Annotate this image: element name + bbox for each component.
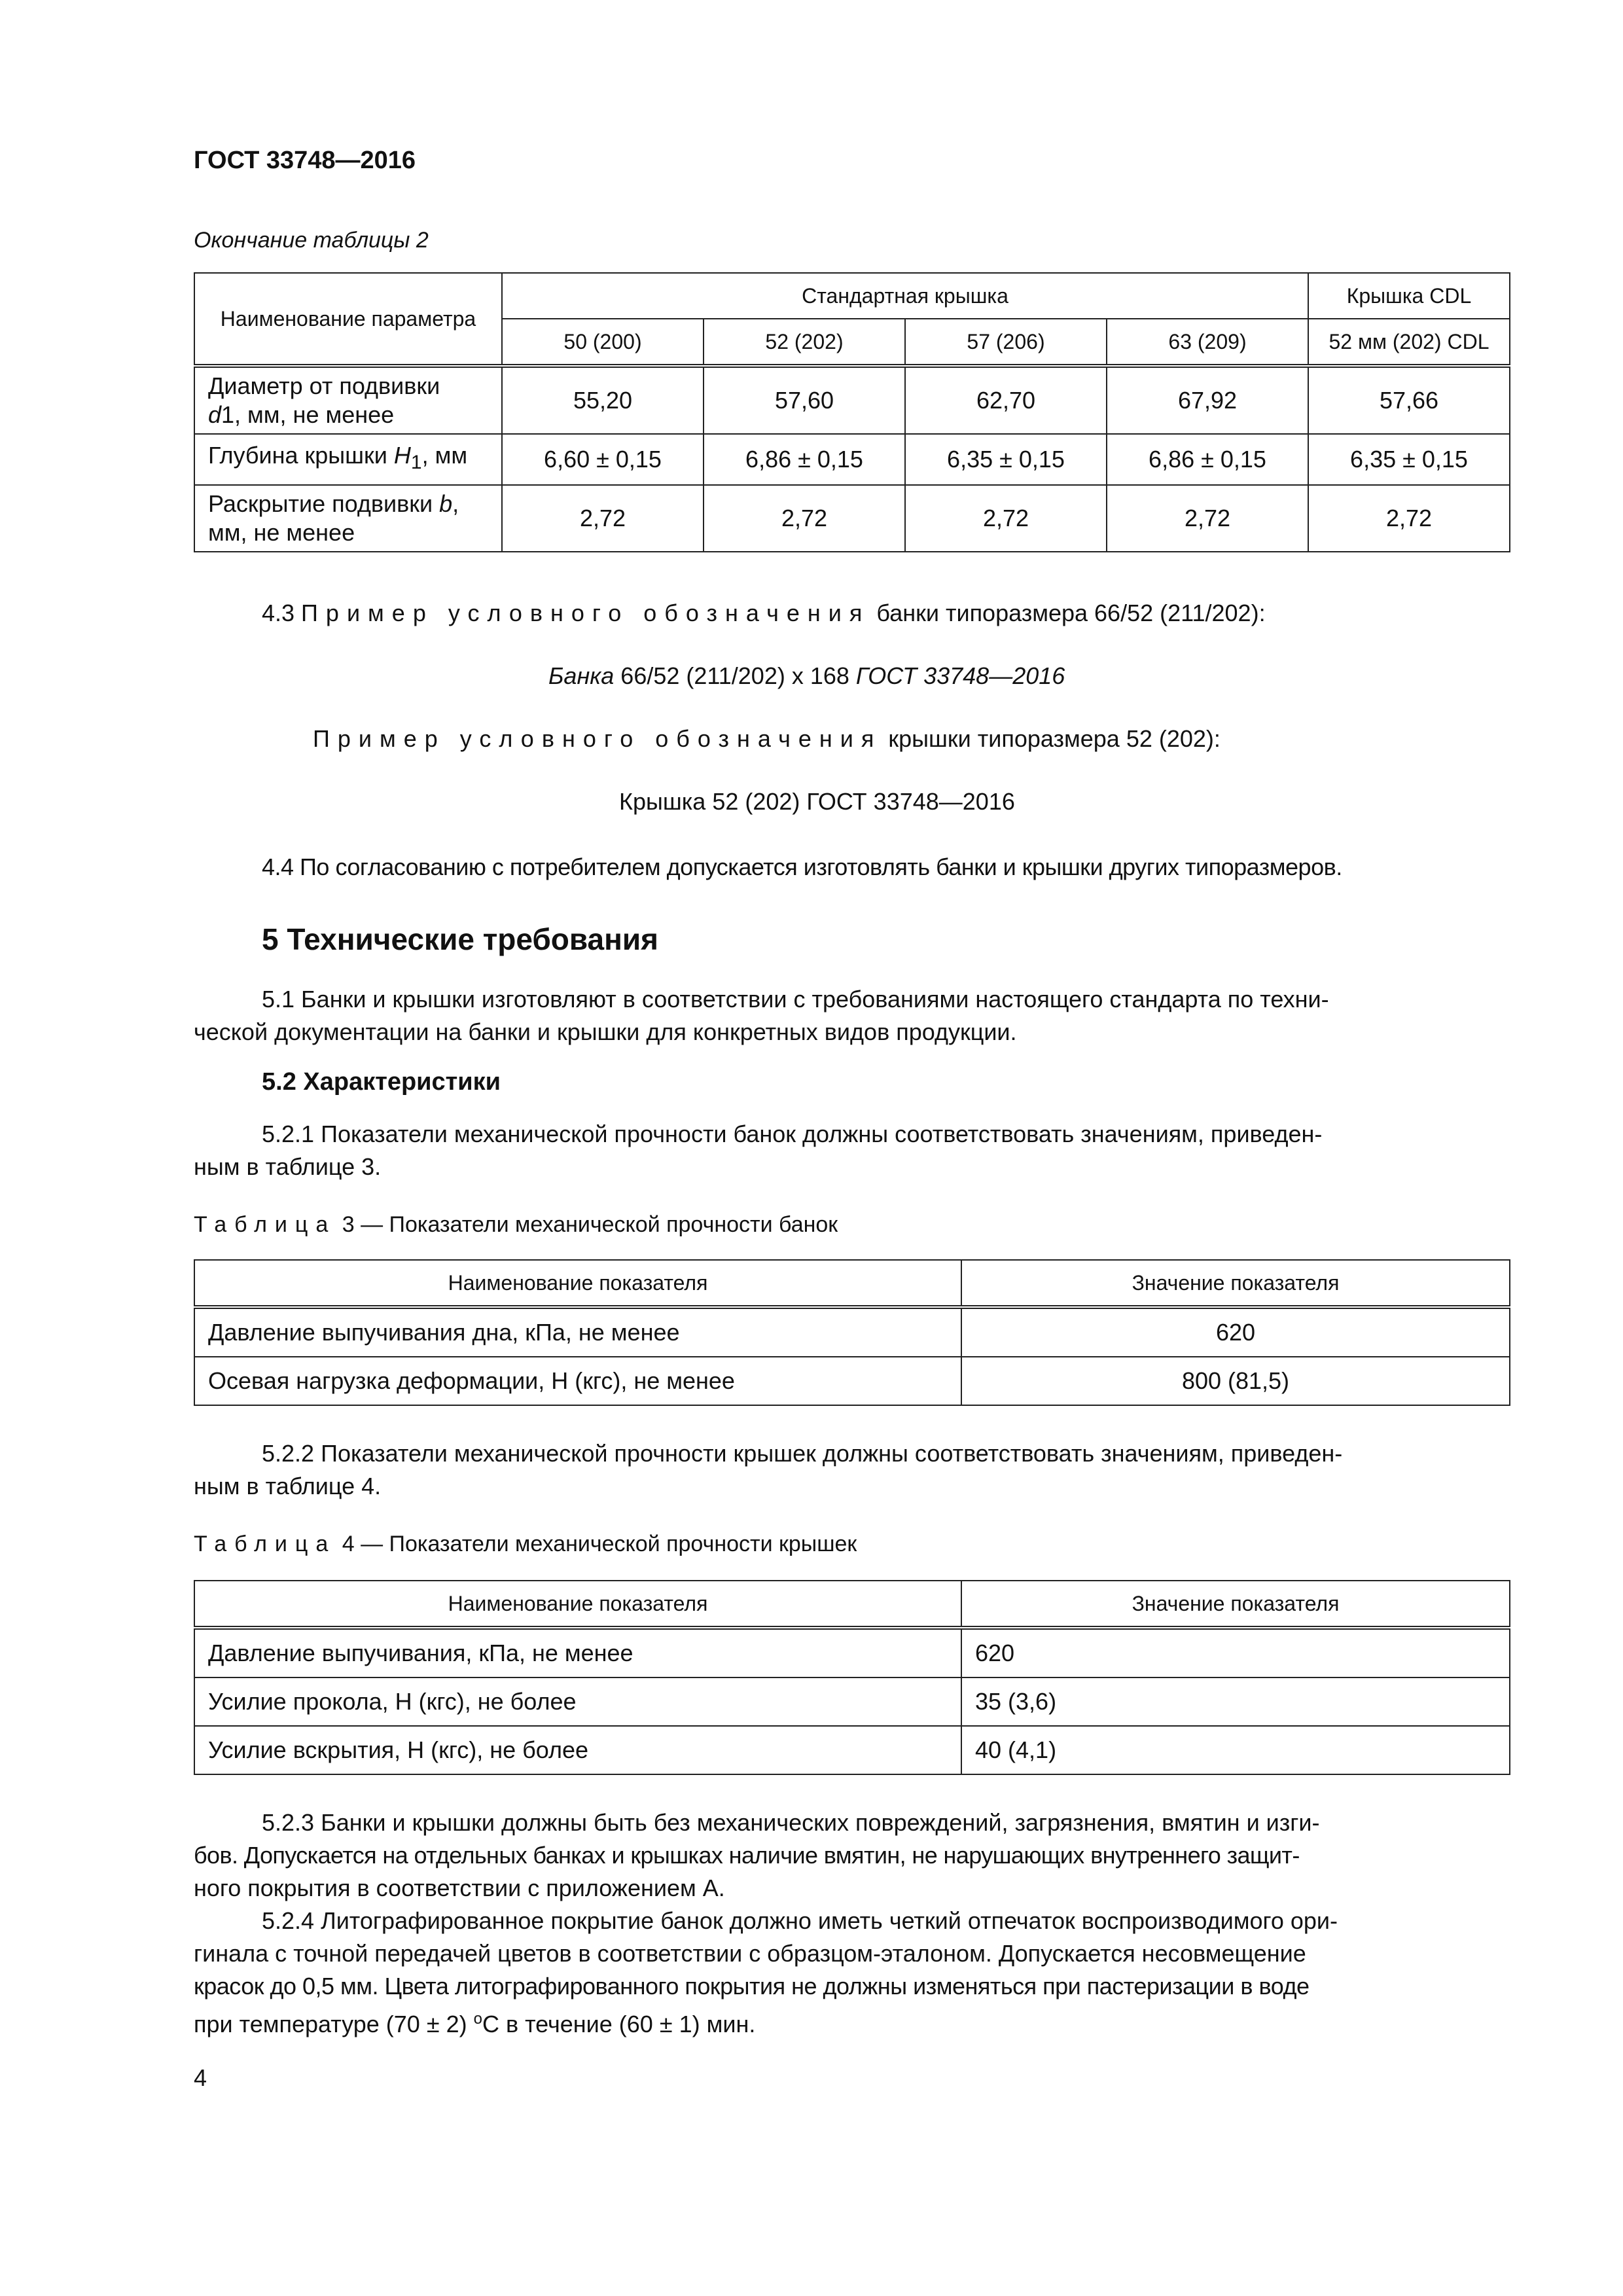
table3-value: 800 (81,5) (961, 1357, 1510, 1405)
table4-value: 620 (961, 1628, 1510, 1677)
paragraph-5-2-1: 5.2.1 Показатели механической прочности банок должны соответствовать значениям, приведен- (262, 1121, 1323, 1147)
table-row (194, 434, 1510, 485)
section-5-title: 5 Технические требования (262, 922, 658, 956)
table-row (194, 485, 1510, 552)
table2-header-row1 (194, 273, 1510, 319)
table2-row-name: Раскрытие подвивки b, мм, не менее (194, 485, 502, 552)
example-can-designation: Банка 66/52 (211/202) x 168 ГОСТ 33748—2016 (548, 662, 1065, 689)
table2-cell: 6,35 ± 0,15 (1308, 434, 1510, 485)
table4-value: 40 (4,1) (961, 1726, 1510, 1774)
table4-caption: Таблица 4 — Показатели механической прочности крышек (194, 1532, 857, 1556)
table2-size: 57 (206) (905, 319, 1107, 366)
table2-cell: 2,72 (704, 485, 905, 552)
table4-name: Усилие вскрытия, Н (кгс), не более (194, 1726, 961, 1774)
paragraph-5-1-cont: ческой документации на банки и крышки для конкретных видов продукции. (194, 1018, 1017, 1045)
table3-col-value: Значение показателя (961, 1260, 1510, 1307)
table2-cell: 62,70 (905, 366, 1107, 434)
paragraph-5-2-4-line2: гинала с точной передачей цветов в соответствии с образцом-эталоном. Допускается несовмещение (194, 1940, 1306, 1967)
table3-caption: Таблица 3 — Показатели механической прочности банок (194, 1212, 838, 1237)
table3-value: 620 (961, 1307, 1510, 1357)
table2-continuation-caption: Окончание таблицы 2 (194, 228, 429, 253)
paragraph-4-3-lid: Пример условного обозначения крышки типоразмера 52 (202): (313, 725, 1221, 752)
table2-group-standard: Стандартная крышка (502, 273, 1308, 319)
example-lid-designation: Крышка 52 (202) ГОСТ 33748—2016 (619, 788, 1015, 815)
table2-col-param: Наименование параметра (194, 273, 502, 366)
table3-name: Осевая нагрузка деформации, Н (кгс), не менее (194, 1357, 961, 1405)
table2-cell: 2,72 (1107, 485, 1308, 552)
paragraph-5-2-2: 5.2.2 Показатели механической прочности крышек должны соответствовать значениям, приведен- (262, 1440, 1343, 1467)
table2-size: 52 (202) (704, 319, 905, 366)
table4-name: Усилие прокола, Н (кгс), не более (194, 1677, 961, 1726)
table2-cell: 2,72 (905, 485, 1107, 552)
table3-name: Давление выпучивания дна, кПа, не менее (194, 1307, 961, 1357)
table-row (194, 1628, 1510, 1677)
paragraph-5-1: 5.1 Банки и крышки изготовляют в соответствии с требованиями настоящего стандарта по техни- (262, 986, 1329, 1013)
table2-cell: 57,66 (1308, 366, 1510, 434)
table2-size: 50 (200) (502, 319, 704, 366)
table2-cell: 55,20 (502, 366, 704, 434)
table2-cell: 2,72 (502, 485, 704, 552)
paragraph-5-2-4: 5.2.4 Литографированное покрытие банок должно иметь четкий отпечаток воспроизводимого ори- (262, 1907, 1338, 1934)
paragraph-4-4: 4.4 По согласованию с потребителем допускается изготовлять банки и крышки других типоразмеров. (262, 853, 1342, 880)
table4-col-value: Значение показателя (961, 1581, 1510, 1628)
paragraph-5-2-2-cont: ным в таблице 4. (194, 1473, 382, 1499)
table2-size: 63 (209) (1107, 319, 1308, 366)
table-row (194, 1357, 1510, 1405)
table4-header-row (194, 1581, 1510, 1628)
paragraph-5-2-1-cont: ным в таблице 3. (194, 1153, 382, 1180)
paragraph-5-2-4-line3: красок до 0,5 мм. Цвета литографированного покрытия не должны изменяться при пастеризации в воде (194, 1973, 1310, 2000)
table4 (194, 1580, 1510, 1775)
paragraph-5-2-3: 5.2.3 Банки и крышки должны быть без механических повреждений, загрязнения, вмятин и изги- (262, 1809, 1320, 1836)
table2-cell: 2,72 (1308, 485, 1510, 552)
table2-row-name: Диаметр от подвивки d1, мм, не менее (194, 366, 502, 434)
paragraph-5-2-3-line2: бов. Допускается на отдельных банках и крышках наличие вмятин, не нарушающих внутреннего защит- (194, 1842, 1300, 1869)
page-number: 4 (194, 2064, 207, 2091)
paragraph-5-2-3-line3: ного покрытия в соответствии с приложением А. (194, 1874, 725, 1901)
table2-cell: 6,86 ± 0,15 (704, 434, 905, 485)
table2-cell: 6,60 ± 0,15 (502, 434, 704, 485)
table3 (194, 1259, 1510, 1406)
table4-name: Давление выпучивания, кПа, не менее (194, 1628, 961, 1677)
table4-col-name: Наименование показателя (194, 1581, 961, 1628)
table2-cell: 57,60 (704, 366, 905, 434)
table-row (194, 1307, 1510, 1357)
subsection-5-2-title: 5.2 Характеристики (262, 1068, 501, 1096)
table2-group-cdl: Крышка CDL (1308, 273, 1510, 319)
table3-header-row (194, 1260, 1510, 1307)
paragraph-5-2-4-line4: при температуре (70 ± 2) $^о$С в течение (60 ± 1) мин. (194, 2010, 756, 2037)
table-row (194, 1677, 1510, 1726)
table2-size: 52 мм (202) CDL (1308, 319, 1510, 366)
paragraph-4-3: 4.3 Пример условного обозначения банки типоразмера 66/52 (211/202): (262, 600, 1266, 626)
document-header: ГОСТ 33748—2016 (194, 147, 416, 174)
table-row (194, 366, 1510, 434)
table4-value: 35 (3,6) (961, 1677, 1510, 1726)
table2-cell: 67,92 (1107, 366, 1308, 434)
table2 (194, 272, 1510, 552)
table3-col-name: Наименование показателя (194, 1260, 961, 1307)
table2-cell: 6,35 ± 0,15 (905, 434, 1107, 485)
table2-cell: 6,86 ± 0,15 (1107, 434, 1308, 485)
table2-row-name: Глубина крышки $H_1$, мм (194, 434, 502, 485)
table-row (194, 1726, 1510, 1774)
